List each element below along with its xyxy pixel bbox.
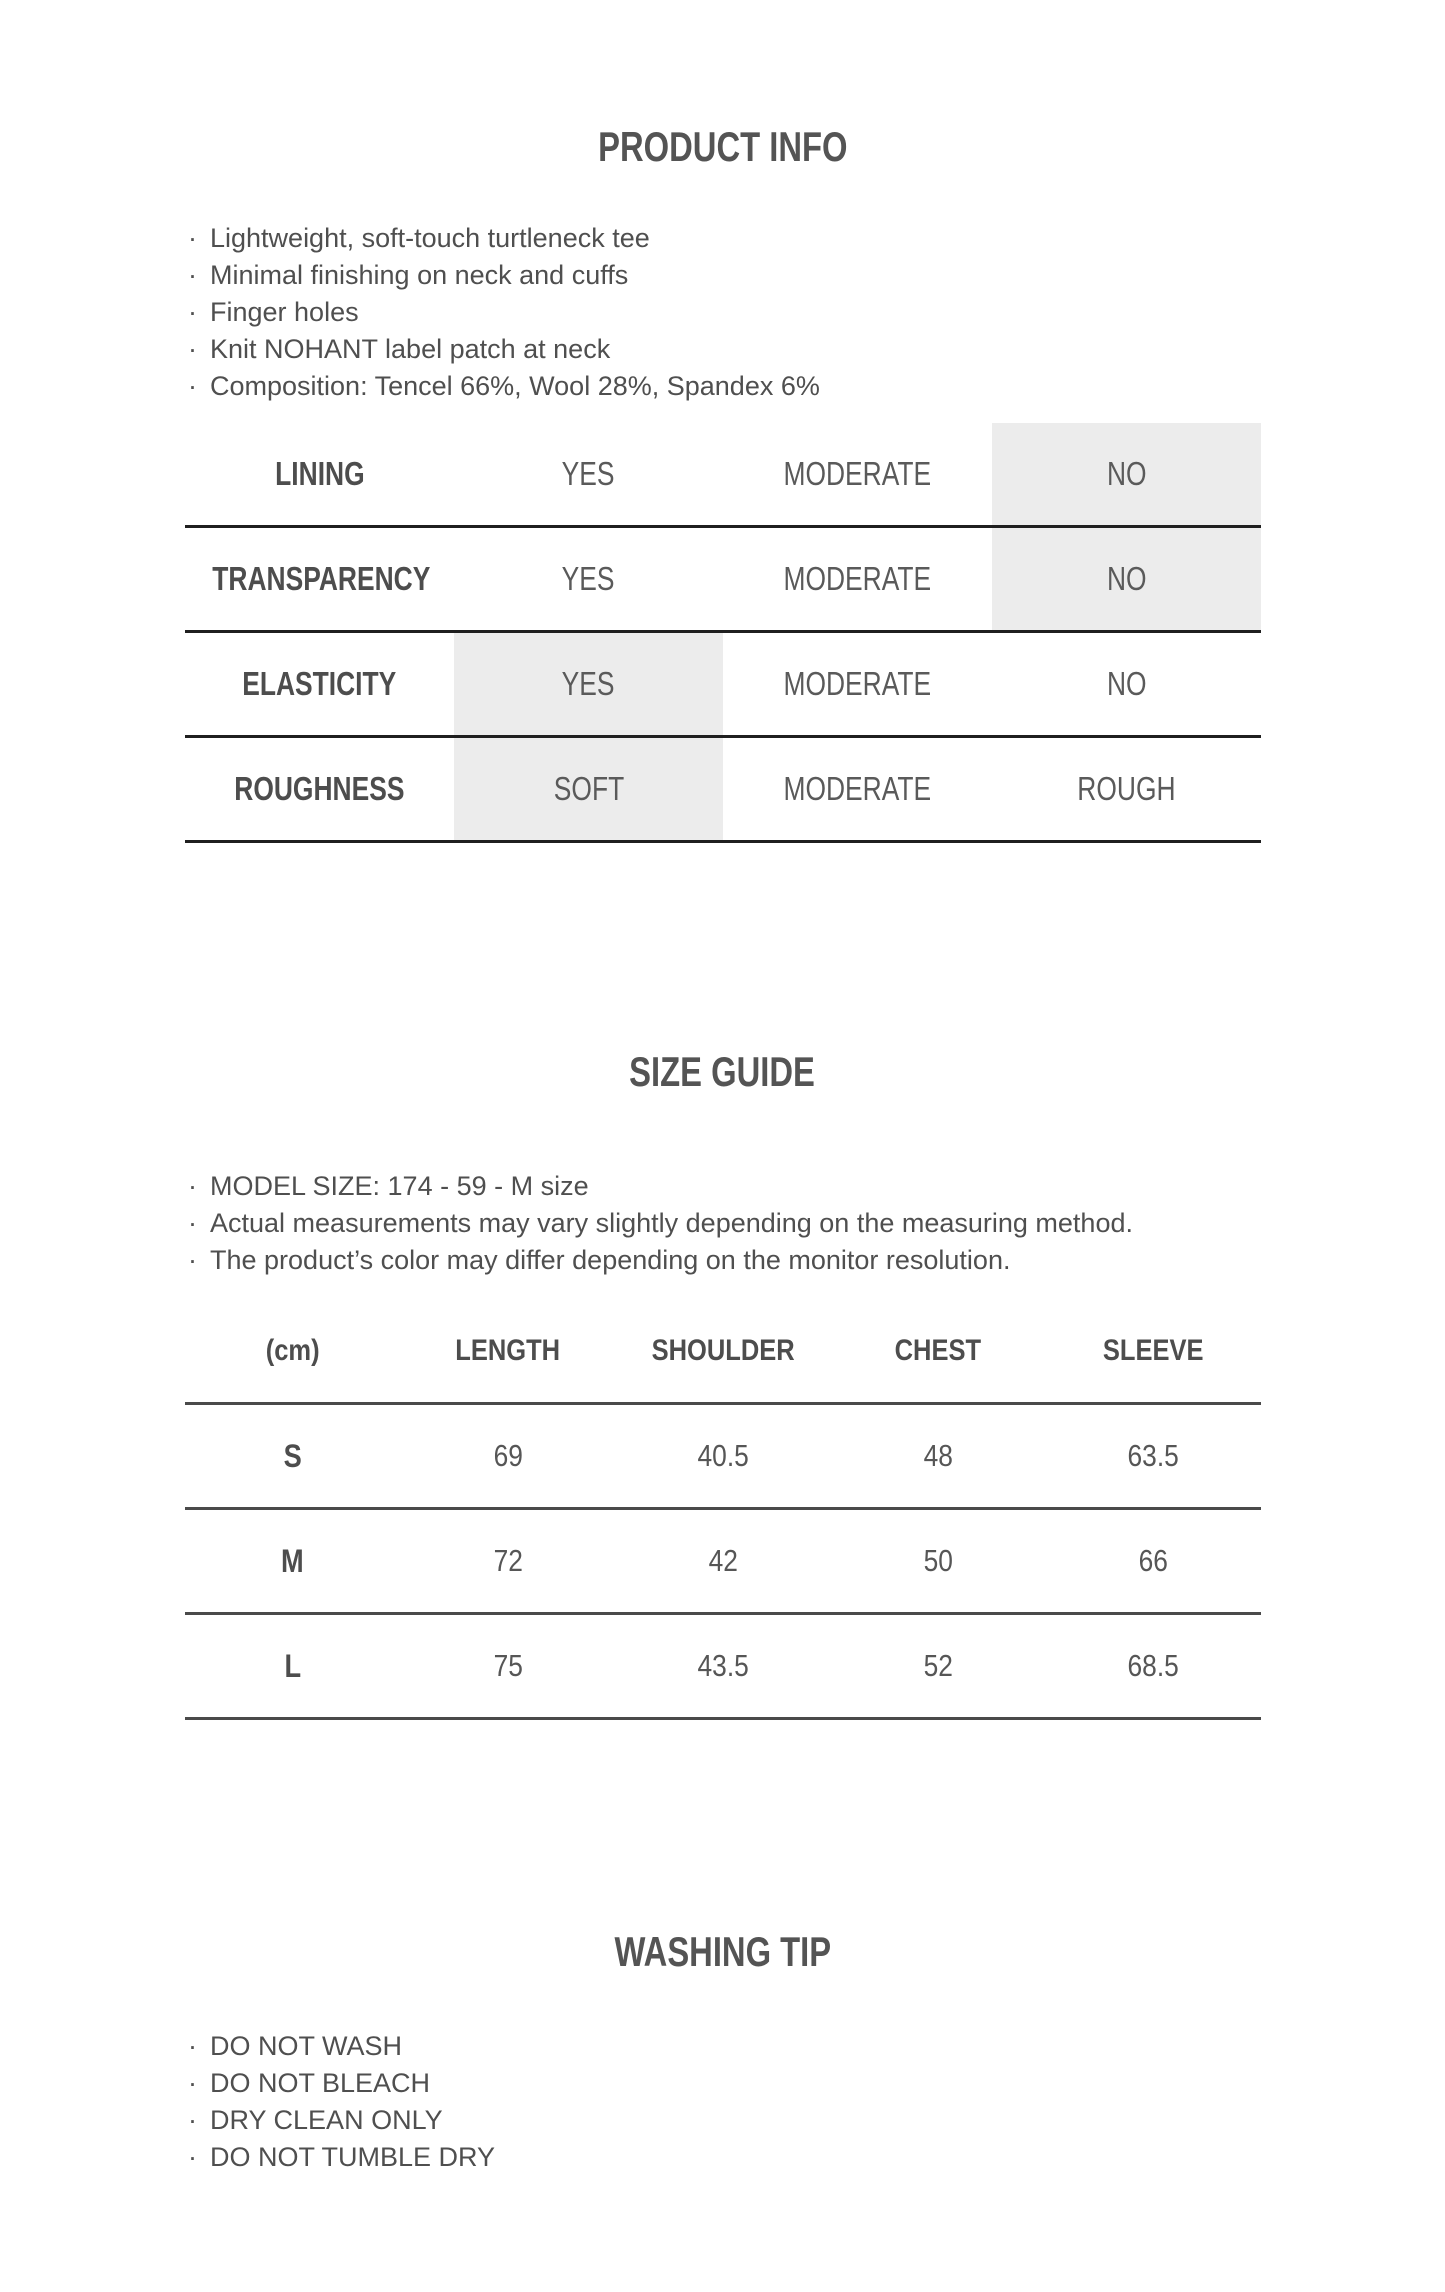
size-value-cell: 42: [615, 1509, 830, 1614]
size-value-cell: 72: [400, 1509, 615, 1614]
attribute-table: [185, 423, 1261, 843]
size-table-header-row: [185, 1300, 1261, 1404]
bullet-item: · Composition: Tencel 66%, Wool 28%, Spandex 6%: [185, 368, 1405, 405]
bullet-item: · MODEL SIZE: 174 - 59 - M size: [185, 1168, 1405, 1205]
size-row: [185, 1404, 1261, 1509]
attribute-option-cell: MODERATE: [723, 737, 992, 842]
size-value-cell: 63.5: [1046, 1404, 1261, 1509]
size-value-cell: 75: [400, 1614, 615, 1719]
size-row: [185, 1509, 1261, 1614]
attribute-option-cell: NO: [992, 527, 1261, 632]
bullet-item: · Lightweight, soft-touch turtleneck tee: [185, 220, 1405, 257]
bullet-item: · DO NOT WASH: [185, 2028, 1405, 2065]
bullet-item: · Finger holes: [185, 294, 1405, 331]
attribute-option-cell: SOFT: [454, 737, 723, 842]
attribute-option-cell: YES: [454, 423, 723, 527]
attribute-label: LINING: [185, 423, 454, 527]
size-value-cell: 66: [1046, 1509, 1261, 1614]
attribute-option-cell: YES: [454, 632, 723, 737]
attribute-label: TRANSPARENCY: [185, 527, 454, 632]
attribute-row: [185, 632, 1261, 737]
attribute-option-cell: YES: [454, 527, 723, 632]
size-guide-title-text: SIZE GUIDE: [629, 1048, 816, 1095]
attribute-option-cell: ROUGH: [992, 737, 1261, 842]
attribute-option-cell: NO: [992, 632, 1261, 737]
size-table-header-cell: SLEEVE: [1046, 1300, 1261, 1404]
size-value-cell: 68.5: [1046, 1614, 1261, 1719]
bullet-item: · Actual measurements may vary slightly depending on the measuring method.: [185, 1205, 1405, 1242]
size-table: [185, 1300, 1261, 1720]
size-value-cell: 43.5: [615, 1614, 830, 1719]
attribute-label: ROUGHNESS: [185, 737, 454, 842]
size-table-header-cell: CHEST: [831, 1300, 1046, 1404]
attribute-option-cell: MODERATE: [723, 527, 992, 632]
size-guide-bullet-list: [0, 1168, 1445, 1279]
bullet-item: · Minimal finishing on neck and cuffs: [185, 257, 1405, 294]
product-info-section: [0, 123, 1445, 843]
size-table-unit-label: (cm): [185, 1300, 400, 1404]
attribute-label: ELASTICITY: [185, 632, 454, 737]
bullet-item: · DO NOT BLEACH: [185, 2065, 1405, 2102]
attribute-option-cell: MODERATE: [723, 423, 992, 527]
size-row: [185, 1614, 1261, 1719]
attribute-row: [185, 527, 1261, 632]
size-value-cell: 69: [400, 1404, 615, 1509]
size-guide-section: [0, 1048, 1445, 1720]
size-label: L: [185, 1614, 400, 1719]
size-value-cell: 50: [831, 1509, 1046, 1614]
attribute-row: [185, 423, 1261, 527]
bullet-item: · DO NOT TUMBLE DRY: [185, 2139, 1405, 2176]
size-value-cell: 40.5: [615, 1404, 830, 1509]
washing-tip-title: [0, 1928, 1445, 1975]
size-value-cell: 48: [831, 1404, 1046, 1509]
washing-tip-bullet-list: [0, 2028, 1445, 2176]
size-table-header-cell: SHOULDER: [615, 1300, 830, 1404]
size-table-header-cell: LENGTH: [400, 1300, 615, 1404]
product-info-bullet-list: [0, 220, 1445, 405]
bullet-item: · The product’s color may differ depending on the monitor resolution.: [185, 1242, 1405, 1279]
size-guide-title: [0, 1048, 1445, 1095]
size-label: M: [185, 1509, 400, 1614]
bullet-item: · DRY CLEAN ONLY: [185, 2102, 1405, 2139]
attribute-row: [185, 737, 1261, 842]
attribute-option-cell: MODERATE: [723, 632, 992, 737]
attribute-option-cell: NO: [992, 423, 1261, 527]
size-value-cell: 52: [831, 1614, 1046, 1719]
size-label: S: [185, 1404, 400, 1509]
washing-tip-title-text: WASHING TIP: [614, 1928, 831, 1975]
product-info-title: [0, 123, 1445, 170]
bullet-item: · Knit NOHANT label patch at neck: [185, 331, 1405, 368]
product-info-title-text: PRODUCT INFO: [597, 123, 848, 170]
washing-tip-section: [0, 1928, 1445, 2176]
